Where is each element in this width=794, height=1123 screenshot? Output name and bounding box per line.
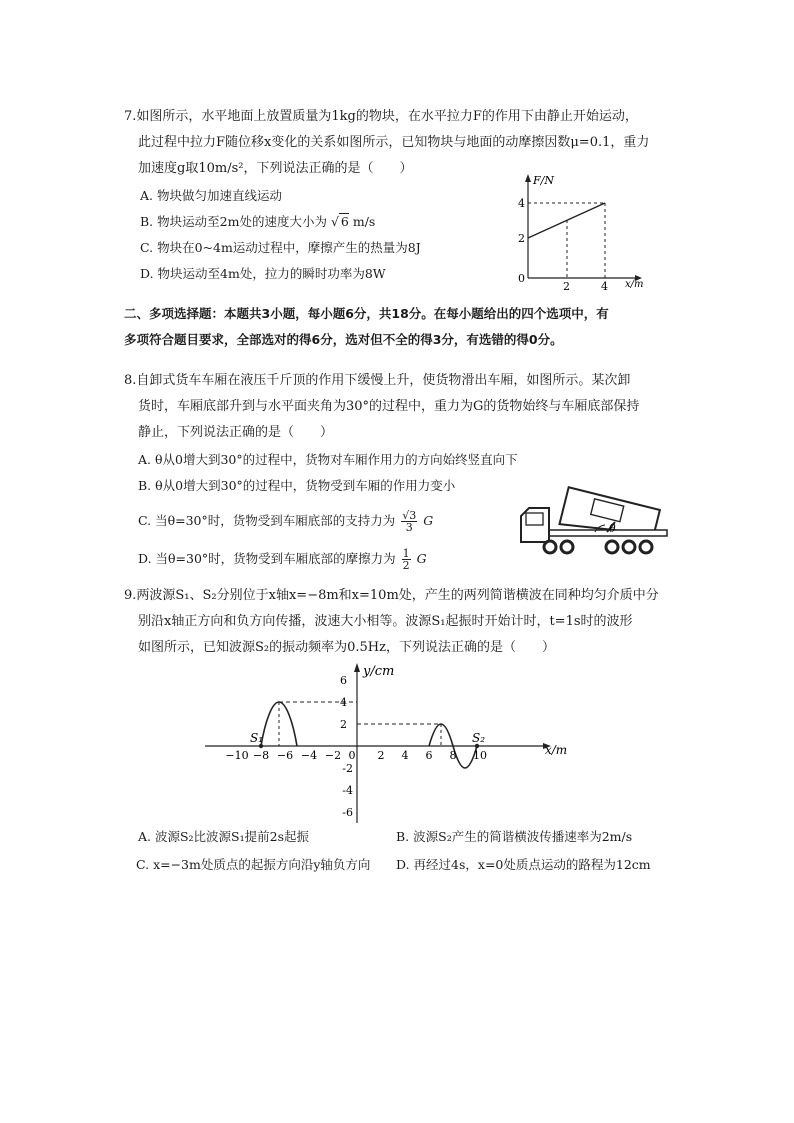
dump-truck-icon (515, 470, 675, 562)
q9-option-a: A. 波源S₂比波源S₁提前2s起振 (138, 829, 309, 844)
q9-x-tick: 10 (473, 749, 487, 762)
q9-s1-label: S₁ (250, 731, 264, 745)
q7-y-tick-4: 4 (518, 197, 525, 210)
q8-option-c-fraction (401, 510, 417, 533)
q7-option-d: D. 物块运动至4m处，拉力的瞬时功率为8W (140, 266, 386, 281)
wheel (606, 541, 618, 553)
q9-stem-line-3: 如图所示，已知波源S₂的振动频率为0.5Hz，下列说法正确的是（ ） (138, 640, 555, 655)
q9-option-b: B. 波源S₂产生的简谐横波传播速率为2m/s (396, 829, 633, 844)
q8-option-d-g: G (416, 551, 427, 566)
q7-x-tick-2: 2 (563, 280, 570, 290)
q8-option-b: B. θ从0增大到30°的过程中，货物受到车厢的作用力变小 (138, 478, 456, 493)
q9-x-tick: 8 (449, 749, 457, 762)
section-2-line-2: 多项符合题目要求，全部选对的得6分，选对但不全的得3分，有选错的得0分。 (124, 332, 563, 347)
section-2-line-1: 二、多项选择题：本题共3小题，每小题6分，共18分。在每小题给出的四个选项中，有 (124, 306, 609, 321)
wheel (640, 541, 652, 553)
q9-x-tick: 6 (425, 749, 433, 762)
q9-x-tick: −8 (252, 749, 270, 762)
q9-wave-graph (200, 658, 580, 828)
wheel (544, 541, 556, 553)
wheel (623, 541, 635, 553)
wheel (561, 541, 573, 553)
q9-x-tick: 0 (348, 749, 356, 762)
q7-stem-line-3: 加速度g取10m/s²，下列说法正确的是（ ） (138, 161, 413, 176)
q9-stem-line-2: 别沿x轴正方向和负方向传播，波速大小相等。波源S₁起振时开始计时，t=1s时的波形 (138, 614, 633, 629)
q8-stem-line-2: 货时，车厢底部升到与水平面夹角为30°的过程中，重力为G的货物始终与车厢底部保持 (138, 399, 640, 414)
q9-x-label: x/m (545, 743, 568, 757)
truck-angle-label: θ (609, 522, 616, 535)
q7-x-label: x/m (625, 279, 644, 290)
q8-option-a: A. θ从0增大到30°的过程中，货物对车厢作用力的方向始终竖直向下 (138, 452, 518, 467)
q7-origin: 0 (518, 272, 525, 285)
sqrt-symbol: √ 6 (330, 214, 349, 229)
q8-option-c (138, 508, 433, 534)
q7-option-b-text: B. 物块运动至2m处的速度大小为 (140, 214, 327, 229)
truck-chassis (543, 530, 667, 536)
q7-option-a: A. 物块做匀加速直线运动 (140, 188, 282, 203)
q9-stem-line-1: 9.两波源S₁、S₂分别位于x轴x=−8m和x=10m处，产生的两列简谐横波在同种均匀介质中分 (124, 588, 659, 603)
q8-option-d-denominator: 2 (402, 559, 410, 572)
q8-option-c-numerator: √3 (402, 509, 417, 522)
cargo-box (591, 499, 624, 522)
q8-option-d-fraction (402, 548, 411, 571)
q9-x-tick: 4 (401, 749, 409, 762)
q9-y-label: y/cm (363, 664, 395, 679)
q8-option-d-text: D. 当θ=30°时，货物受到车厢底部的摩擦力为 (138, 551, 396, 566)
q7-option-b (140, 213, 375, 231)
q7-stem-line-2: 此过程中拉力F随位移x变化的关系如图所示，已知物块与地面的动摩擦因数μ=0.1，重力 (138, 135, 650, 150)
q8-stem-line-1: 8.自卸式货车车厢在液压千斤顶的作用下缓慢上升，使货物滑出车厢，如图所示。某次卸 (124, 373, 631, 388)
q7-option-c: C. 物块在0~4m运动过程中，摩擦产生的热量为8J (140, 240, 421, 255)
q9-y-tick: -6 (342, 806, 353, 819)
q7-y-label: F/N (533, 174, 554, 187)
q9-y-tick: -4 (342, 784, 353, 797)
q7-option-b-radicand: 6 (340, 214, 349, 229)
q9-y-tick: -2 (342, 762, 353, 775)
q9-y-arrow-icon (354, 663, 360, 672)
q7-x-tick-4: 4 (601, 280, 608, 290)
q8-stem-line-3: 静止，下列说法正确的是（ ） (138, 425, 334, 440)
truck-window (526, 513, 543, 525)
q7-y-tick-2: 2 (518, 232, 525, 245)
q8-option-c-denominator: 3 (405, 521, 413, 534)
q9-x-tick: −2 (324, 749, 342, 762)
q8-option-c-text: C. 当θ=30°时，货物受到车厢底部的支持力为 (138, 513, 396, 528)
q7-option-b-unit: m/s (352, 214, 376, 229)
truck-bed (559, 487, 659, 547)
q8-option-d (138, 546, 427, 572)
q9-y-tick: 2 (340, 718, 347, 731)
truck-wheels (544, 541, 652, 553)
q9-x-tick: −10 (225, 749, 249, 762)
q9-s2-label: S₂ (472, 731, 486, 745)
q9-x-tick: 2 (377, 749, 385, 762)
q9-y-tick: 4 (340, 696, 347, 709)
q7-y-arrow-icon (525, 174, 531, 182)
q9-y-tick: 6 (340, 674, 347, 687)
q8-option-c-g: G (423, 513, 434, 528)
q9-option-c: C. x=−3m处质点的起振方向沿y轴负方向 (136, 857, 371, 872)
q7-force-displacement-graph (505, 170, 655, 290)
q9-option-d: D. 再经过4s，x=0处质点运动的路程为12cm (396, 857, 651, 872)
q9-x-tick: −6 (276, 749, 294, 762)
q8-option-d-numerator: 1 (402, 547, 410, 560)
q9-x-tick: −4 (300, 749, 318, 762)
q7-stem-line-1: 7.如图所示，水平地面上放置质量为1kg的物块，在水平拉力F的作用下由静止开始运动， (124, 109, 638, 124)
